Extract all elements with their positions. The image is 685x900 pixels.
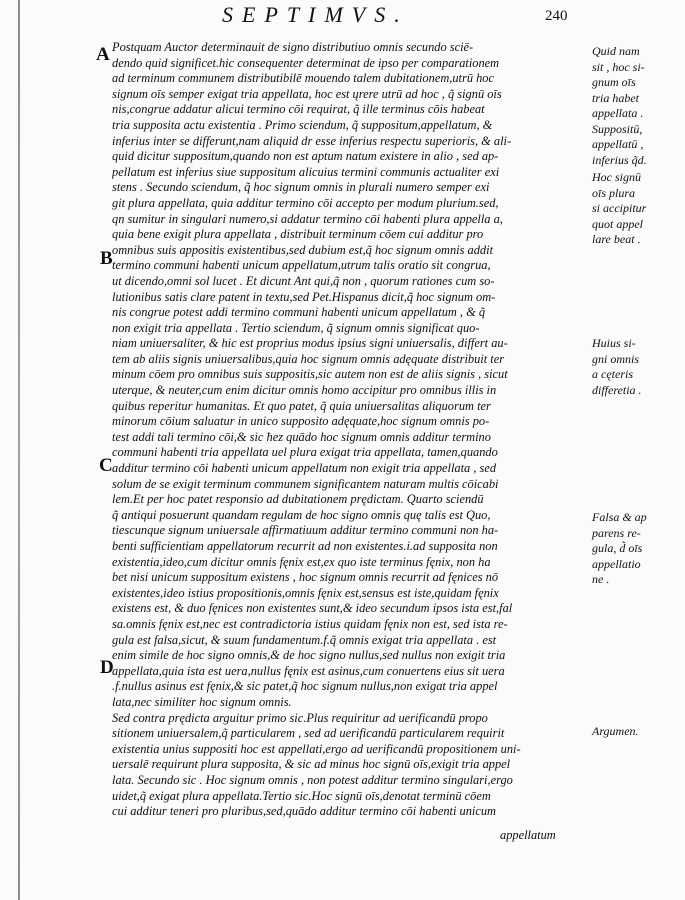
text-line: existentia,ideo,cum dicitur omnis fęnix est,ex quo iste terminus fęnix, non ha	[112, 554, 491, 569]
text-line: minorum cōium saluatur in unico supposito adęquate,hoc signum omnis po-	[112, 414, 490, 429]
text-line: quia bene exigit plura appellata , distribuit terminum cōem cui additur pro	[112, 227, 484, 242]
text-line: niam uniuersaliter, & hic est proprius modus ipsius signi uniuersalis, differt au-	[112, 336, 508, 351]
text-line: enim simile de hoc signo omnis,& de hoc signo nullus,sed nullus non exigit tria	[112, 648, 506, 663]
text-line: quibus reperitur humanitas. Et quo patet, q̃ quia uniuersalitas aliquorum ter	[112, 398, 491, 413]
text-line: ut dicendo,omni sol lucet . Et dicunt Ant qui,q̃ non , quorum rationes cum so-	[112, 273, 495, 288]
text-line: sitionem uniuersalem,q̃ particularem , sed ad uerificandū particularem requirit	[112, 726, 505, 741]
page-number: 240	[545, 8, 568, 24]
text-line: lutionibus satis clare patent in textu,sed Pet.Hispanus dicit,q̃ hoc signum om-	[112, 289, 496, 304]
text-line: Postquam Auctor determinauit de signo distributiuo omnis secundo sciē-	[112, 40, 474, 54]
text-line: gula est falsa,sicut, & suum fundamentum.f.q̃ omnis exigat tria appellata . est	[112, 632, 497, 647]
text-line: dendo quid significet.hic consequenter determinat de ipso per comparationem	[112, 55, 500, 70]
text-line: omnibus suis appositis existentibus,sed dubium est,q̃ hoc signum omnis addit	[112, 242, 494, 257]
margin-note-falsa-regula: Falsa & ap parens re- gula, d̃ oīs appellatio ne .	[592, 510, 647, 586]
text-line: quid dicitur suppositum,quando non est aptum natum existere in alio , sed ap-	[112, 149, 499, 164]
text-line: test addi tali termino cōi,& sic ħez quādo hoc signum omnis additur termino	[112, 429, 491, 444]
text-line: bet nisi unicum suppositum existens , hoc signum omnis recurrit ad fęnices nō	[112, 570, 499, 585]
text-line: tem ab aliis signis uniuersalibus,quia hoc signum omnis adęquate distribuit ter	[112, 351, 505, 366]
text-line: q̃ antiqui posuerunt quandam regulam de hoc signo omnis quę talis est Quo,	[112, 507, 491, 522]
text-line: uidet,q̃ exigat plura appellata.Tertio sic.Hoc signū oīs,denotat terminū cōem	[112, 788, 491, 803]
running-head: SEPTIMVS.	[222, 2, 409, 27]
text-line: tria supposita actu existentia . Primo sciendum, q̃ suppositum,appellatum, &	[112, 117, 493, 132]
text-line: tiescunque signum uniuersale affirmatiuum additur termino communi non ha-	[112, 523, 499, 538]
text-line: lem.Et per hoc patet responsio ad dubitationem prędictam. Quarto sciendū	[112, 492, 484, 507]
text-line: uterque, & neuter,cum enim dicitur omnis homo accipitur pro omnibus illis in	[112, 383, 497, 398]
text-line: minum cōem pro omnibus suis suppositis,sic autem non est de aliis signis , sicut	[112, 367, 508, 382]
section-letter-a: A	[96, 44, 110, 65]
margin-note-plura-appellata: Hoc signū oīs plura si accipitur quot appel lare beat .	[592, 170, 647, 246]
text-line: stens . Secundo sciendum, q̃ hoc signum omnis in plurali numero semper exi	[112, 180, 490, 195]
text-line: uersalē requirunt plura supposita, & sic ad minus hoc signū oīs,exigit tria appel	[112, 757, 511, 772]
text-line: Sed contra prędicta arguitur primo sic.Plus requiritur ad uerificandū propo	[112, 710, 488, 725]
text-line: existens est, & duo fęnices non existentes sunt,& ideo secundum ipsos ista est,fal	[112, 601, 513, 616]
section-letter-b: B	[100, 248, 113, 269]
text-line: nis congrue potest addi termino communi habenti unicum appellatum , & q̃	[112, 305, 486, 320]
catchword: appellatum	[500, 828, 556, 842]
text-line: termino communi habenti unicum appellatum,utrum talis oratio sit congrua,	[112, 258, 491, 273]
margin-note-argumentum: Argumen.	[592, 724, 639, 738]
text-line: inferius inter se differunt,nam aliquid dr esse inferius respectu superioris, & ali-	[112, 133, 512, 148]
text-line: existentia unius suppositi hoc est appellati,ergo ad uerificandū propositionem uni-	[112, 741, 521, 756]
text-line: lata,nec similiter hoc signum omnis.	[112, 694, 292, 709]
margin-note-differentia: Huius si- gni omnis a cęteris differetia .	[592, 336, 642, 397]
binding-gutter	[18, 0, 20, 900]
text-line: pellatum est inferius siue suppositum alicuius termini communis actualiter exi	[112, 164, 500, 179]
text-line: sa.omnis fęnix est,nec est contradictoria istius quidam fęnix non est, sed ista re-	[112, 616, 508, 631]
text-line: .f.nullus asinus est fęnix,& sic patet,q̃ hoc signum nullus,non exigat tria appel	[112, 679, 498, 694]
text-line: benti sufficientiam appellatorum recurrit ad non existentes.i.ad supposita non	[112, 539, 498, 553]
text-line: git plura appellata, quia additur termino cōi accepto per modum plurium.sed,	[112, 195, 499, 210]
text-line: cui additur teneri pro pluribus,sed,quādo additur termino cōi habenti unicum	[112, 804, 496, 819]
text-line: additur termino cōi habenti unicum appellatum non exigit tria appellata , sed	[112, 461, 497, 476]
text-line: signum oīs semper exigat tria appellata, hoc est ųrere utrū ad hoc , q̃ signū oīs	[112, 86, 502, 101]
section-letter-d: D	[100, 657, 114, 678]
text-line: lata. Secundo sic . Hoc signum omnis , non potest additur termino singulari,ergo	[112, 772, 513, 787]
text-line: appellata,quia ista est uera,nullus fęnix est asinus,cum conuertens eius sit uera	[112, 663, 505, 678]
text-line: existentes,ideo istius propositionis,omnis fęnix est,sensus est iste,quidam fęnix	[112, 585, 499, 600]
text-line: solum de se exigit terminum communem significantem naturam multis cōicabi	[112, 476, 499, 491]
text-line: nis,congrue addatur alicui termino cōi requirat, q̃ ille terminus cōis habeat	[112, 102, 485, 117]
section-letter-c: C	[99, 455, 113, 476]
margin-note-quid-nam: Quid nam sit , hoc si- gnum oīs tria habet appellata . Suppositū, appellatū , inferius q̃d.	[592, 44, 647, 167]
text-line: communi habenti tria appellata uel plura exigat tria appellata, tamen,quando	[112, 445, 498, 460]
text-line: ad terminum communem distributibilē mouendo talem dubitationem,utrū hoc	[112, 71, 495, 86]
main-text-column	[112, 40, 582, 820]
page-header	[0, 2, 685, 28]
text-line: qn sumitur in singulari numero,si addatur termino cōi habenti plura appella a,	[112, 211, 503, 226]
text-line: non exigit tria appellata . Tertio sciendum, q̃ signum omnis significat quo-	[112, 320, 480, 335]
